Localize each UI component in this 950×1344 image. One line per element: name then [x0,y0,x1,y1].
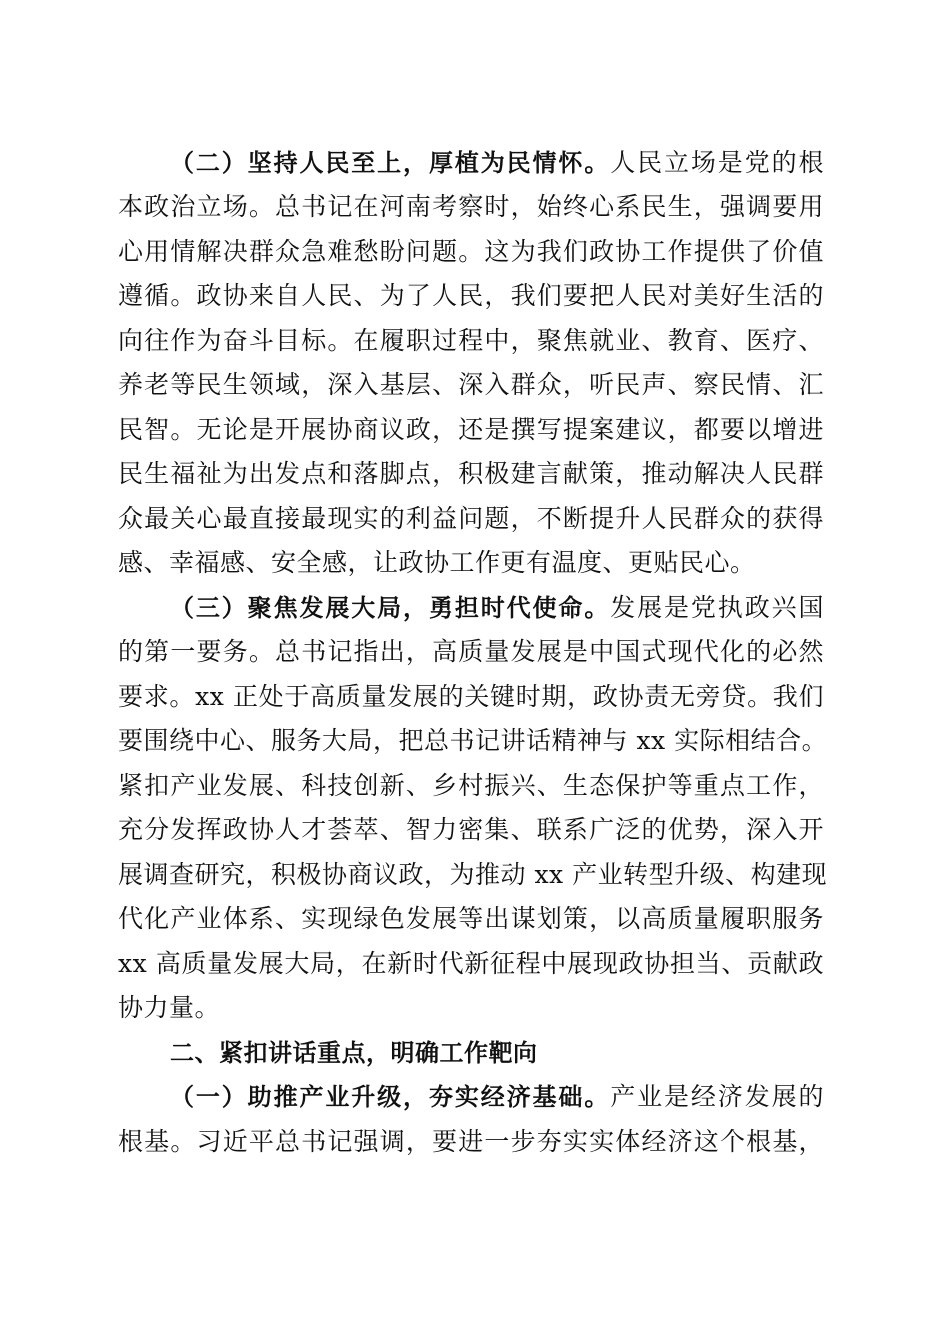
paragraph-text: 发展是党执政兴国 [610,593,824,622]
paragraph-line [118,141,824,185]
paragraph-heading: （一）助推产业升级，夯实经济基础。 [170,1083,611,1111]
paragraph-line: 协力量。 [118,993,221,1022]
paragraph-line: 心用情解决群众急难愁盼问题。这为我们政协工作提供了价值 [118,237,824,266]
paragraph-line: 展调查研究，积极协商议政，为推动 xx 产业转型升级、构建现 [118,860,828,889]
paragraph-line: 要求。xx 正处于高质量发展的关键时期，政协责无旁贷。我们 [118,682,824,711]
paragraph-line: 养老等民生领域，深入基层、深入群众，听民声、察民情、汇 [118,370,824,399]
paragraph-line: 充分发挥政协人才荟萃、智力密集、联系广泛的优势，深入开 [118,815,824,844]
paragraph-line: 遵循。政协来自人民、为了人民，我们要把人民对美好生活的 [118,281,824,310]
paragraph-line: 本政治立场。总书记在河南考察时，始终心系民生，强调要用 [118,192,824,221]
paragraph-line: 众最关心最直接最现实的利益问题，不断提升人民群众的获得 [118,504,824,533]
paragraph-line: 代化产业体系、实现绿色发展等出谋划策，以高质量履职服务 [118,904,824,933]
section-heading: 二、紧扣讲话重点，明确工作靶向 [170,1039,538,1067]
paragraph-line: 根基。习近平总书记强调，要进一步夯实实体经济这个根基， [118,1127,824,1156]
paragraph-line: 民生福祉为出发点和落脚点，积极建言献策，推动解决人民群 [118,459,824,488]
paragraph-line: 的第一要务。总书记指出，高质量发展是中国式现代化的必然 [118,637,824,666]
paragraph-line: 要围绕中心、服务大局，把总书记讲话精神与 xx 实际相结合。 [118,726,828,755]
paragraph-line: 感、幸福感、安全感，让政协工作更有温度、更贴民心。 [118,548,756,577]
paragraph-heading: （二）坚持人民至上，厚植为民情怀。 [170,149,611,177]
paragraph-text: 产业是经济发展的 [610,1082,824,1111]
paragraph-line: 向往作为奋斗目标。在履职过程中，聚焦就业、教育、医疗、 [118,326,824,355]
paragraph-line: 民智。无论是开展协商议政，还是撰写提案建议，都要以增进 [118,415,824,444]
paragraph-line [118,1075,824,1119]
paragraph-line: 紧扣产业发展、科技创新、乡村振兴、生态保护等重点工作， [118,771,824,800]
paragraph-heading: （三）聚焦发展大局，勇担时代使命。 [170,594,611,622]
paragraph-text: 人民立场是党的根 [610,148,824,177]
paragraph-line: xx 高质量发展大局，在新时代新征程中展现政协担当、贡献政 [118,949,824,978]
paragraph-line [118,586,824,630]
